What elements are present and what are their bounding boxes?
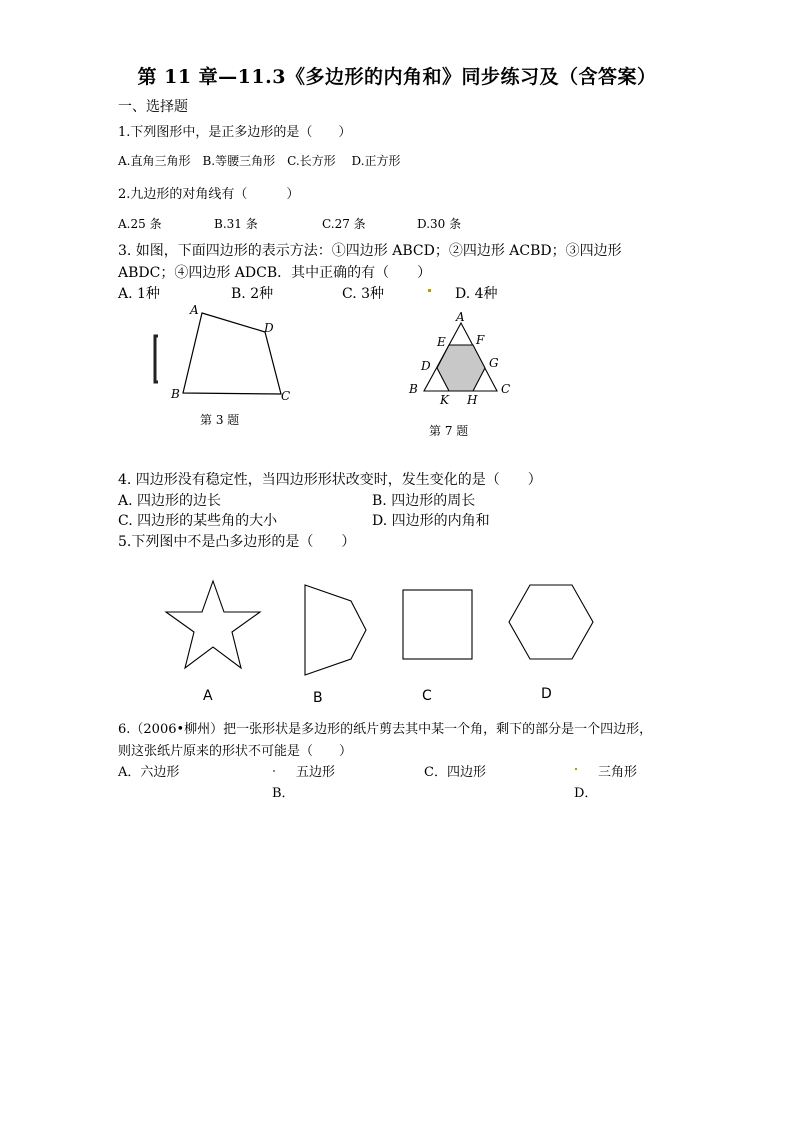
question-4-stem: 4. 四边形没有稳定性，当四边形形状改变时，发生变化的是（ ） <box>118 472 542 488</box>
question-4-option-b: B. 四边形的周长 <box>372 493 476 509</box>
figure-3-quadrilateral <box>150 300 310 435</box>
question-3-option-b: B. 2种 <box>231 286 274 302</box>
shape-label-d: D <box>541 686 552 702</box>
question-2-option-b: B.31 条 <box>214 217 258 231</box>
fig3-caption: 第 3 题 <box>200 413 240 427</box>
question-1-options: A.直角三角形 B.等腰三角形 C.长方形 D.正方形 <box>118 154 401 168</box>
fig3-label-a: A <box>190 303 199 317</box>
fig3-label-b: B <box>171 387 180 401</box>
question-3-option-a: A. 1种 <box>118 286 160 302</box>
fig7-label-h: H <box>467 393 478 407</box>
question-6-option-d-text: 三角形 <box>598 765 638 780</box>
fig7-label-e: E <box>437 335 446 349</box>
figure-7-triangle-hexagon <box>400 305 525 445</box>
shape-label-a: A <box>203 688 213 704</box>
stray-dot-b <box>273 770 275 772</box>
stray-dot-d <box>575 768 577 770</box>
question-6-option-d-letter: D． <box>574 786 598 801</box>
question-2-stem: 2.九边形的对角线有（ ） <box>118 187 300 202</box>
fig7-label-f: F <box>476 333 485 347</box>
question-2-option-a: A.25 条 <box>118 217 162 231</box>
shape-label-b: B <box>313 690 323 706</box>
fig7-label-c: C <box>501 382 511 396</box>
bracket-mark <box>155 336 158 382</box>
square-shape <box>403 590 472 659</box>
fig3-label-c: C <box>281 389 291 403</box>
question-1-stem: 1.下列图形中，是正多边形的是（ ） <box>118 125 352 140</box>
question-5-stem: 5.下列图中不是凸多边形的是（ ） <box>118 534 356 550</box>
question-3-option-d: D. 4种 <box>455 286 498 302</box>
fig3-label-d: D <box>264 321 274 335</box>
question-6-stem-line-2: 则这张纸片原来的形状不可能是（ ） <box>118 744 353 759</box>
page-title: 第 11 章—11.3《多边形的内角和》同步练习及（含答案） <box>137 66 657 88</box>
question-4-option-d: D. 四边形的内角和 <box>372 513 490 529</box>
star-shape <box>166 581 260 668</box>
question-6-option-b-letter: B． <box>272 786 295 801</box>
pentagon-shape <box>305 585 366 675</box>
fig7-label-b: B <box>409 382 418 396</box>
question-4-option-a: A. 四边形的边长 <box>118 493 222 509</box>
hexagon-defghk <box>437 345 485 391</box>
fig7-label-d: D <box>421 359 431 373</box>
question-3-stem-line-2: ABDC；④四边形 ADCB．其中正确的有（ ） <box>118 265 432 281</box>
question-3-option-c: C. 3种 <box>342 286 385 302</box>
fig7-label-k: K <box>440 393 449 407</box>
fig7-label-a: A <box>456 310 465 324</box>
question-2-option-d: D.30 条 <box>417 217 462 231</box>
question-4-option-c: C. 四边形的某些角的大小 <box>118 513 278 529</box>
question-5-shapes <box>155 570 615 710</box>
section-heading: 一、选择题 <box>118 99 188 115</box>
question-3-stem-line-1: 3. 如图，下面四边形的表示方法：①四边形 ABCD；②四边形 ACBD；③四边形 <box>118 243 622 259</box>
hexagon-shape <box>509 585 593 659</box>
fig7-label-g: G <box>489 356 499 370</box>
question-6-option-b-text: 五边形 <box>296 765 336 780</box>
fig7-caption: 第 7 题 <box>429 424 469 438</box>
stray-dot <box>428 289 431 292</box>
question-6-stem-line-1: 6.（2006•柳州）把一张形状是多边形的纸片剪去其中某一个角，剩下的部分是一个四边形， <box>118 722 653 737</box>
question-2-option-c: C.27 条 <box>322 217 366 231</box>
question-6-option-c: C．四边形 <box>424 765 486 780</box>
question-6-option-a: A．六边形 <box>118 765 180 780</box>
shape-label-c: C <box>422 688 432 704</box>
